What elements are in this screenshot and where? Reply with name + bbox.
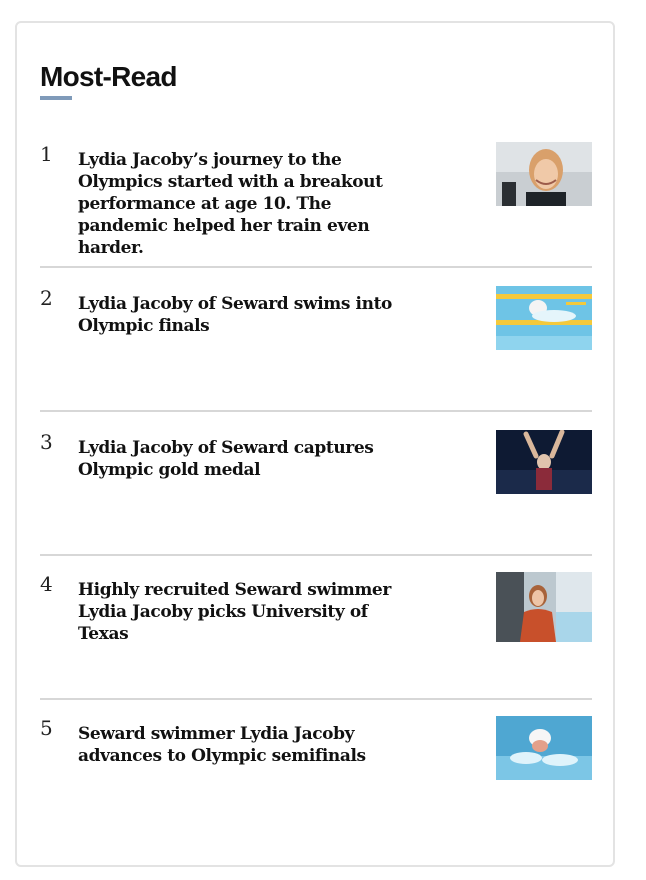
rank-number: 3 — [40, 430, 53, 454]
list-item[interactable] — [40, 142, 592, 268]
divider — [40, 266, 592, 268]
rank-number: 4 — [40, 572, 53, 596]
title-underline — [40, 96, 72, 100]
widget-title: Most-Read — [40, 61, 177, 92]
thumbnail-image[interactable] — [496, 286, 592, 350]
headline-link[interactable]: Highly recruited Seward swimmer Lydia Jacoby picks University of Texas — [78, 580, 391, 644]
list-item[interactable] — [40, 572, 592, 698]
thumbnail-image[interactable] — [496, 716, 592, 780]
divider — [40, 410, 592, 412]
headline-link[interactable]: Seward swimmer Lydia Jacoby advances to Olympic semifinals — [78, 724, 366, 766]
list-item[interactable] — [40, 286, 592, 412]
thumbnail-image[interactable] — [496, 430, 592, 494]
divider — [40, 554, 592, 556]
headline-link[interactable]: Lydia Jacoby of Seward captures Olympic gold medal — [78, 438, 374, 480]
rank-number: 2 — [40, 286, 53, 310]
rank-number: 1 — [40, 142, 53, 166]
list-item[interactable] — [40, 716, 592, 842]
thumbnail-image[interactable] — [496, 142, 592, 206]
thumbnail-image[interactable] — [496, 572, 592, 642]
list-item[interactable] — [40, 430, 592, 556]
headline-link[interactable]: Lydia Jacoby’s journey to the Olympics started with a breakout performance at age 10. The pandemic helped her train even harder. — [78, 150, 383, 258]
headline-link[interactable]: Lydia Jacoby of Seward swims into Olympic finals — [78, 294, 392, 336]
divider — [40, 698, 592, 700]
rank-number: 5 — [40, 716, 53, 740]
